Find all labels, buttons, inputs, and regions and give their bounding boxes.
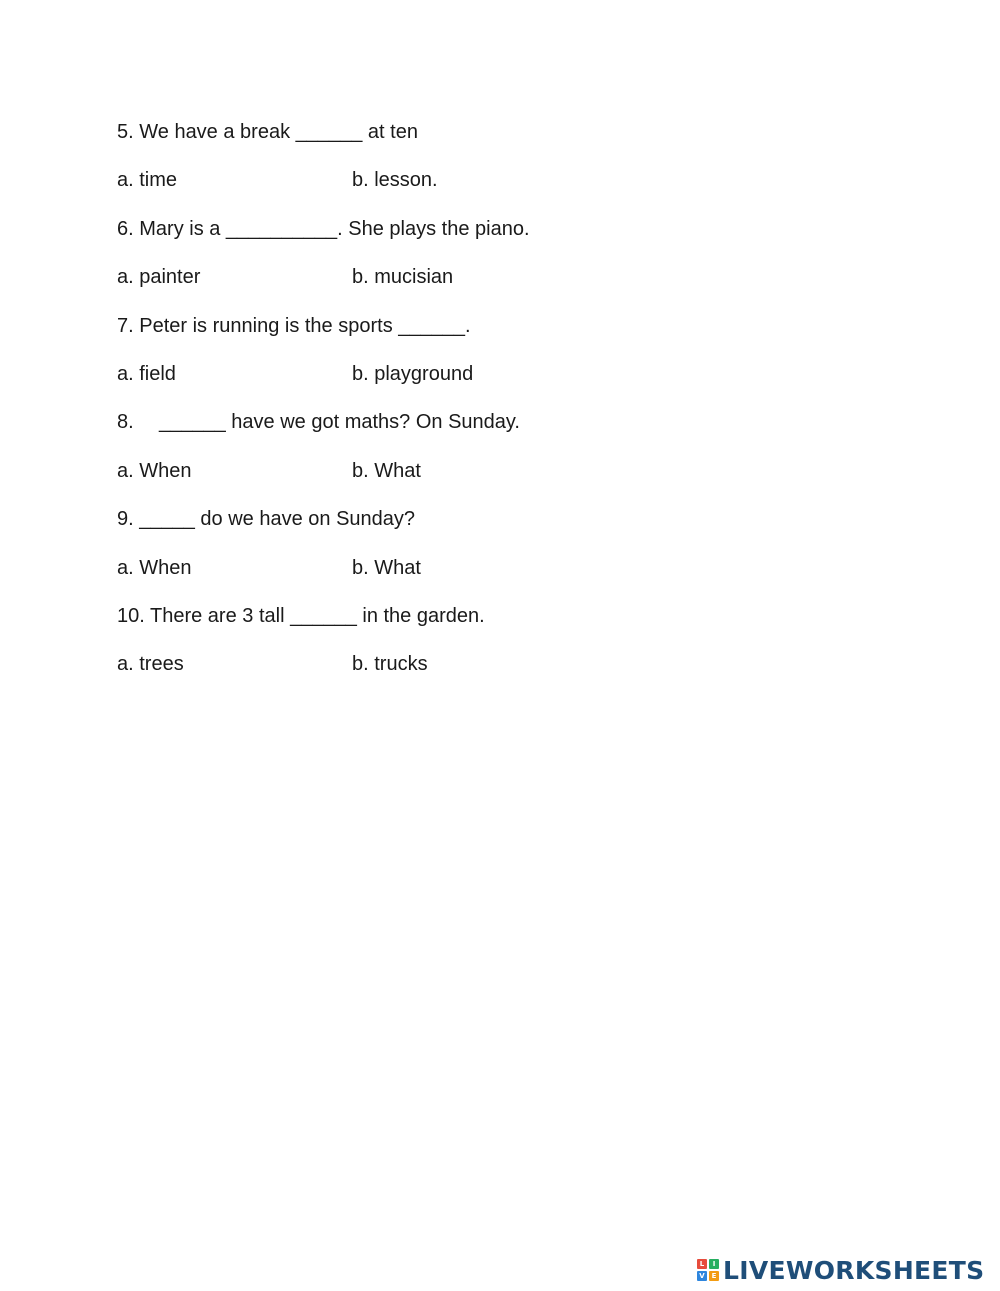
options-line: [117, 356, 817, 404]
option-b: b. mucisian: [352, 266, 454, 289]
option-a: a. When: [117, 459, 192, 482]
liveworksheets-logo-icon: [697, 1259, 719, 1281]
question-9: [117, 501, 817, 598]
question-text: Mary is a __________. She plays the piano.: [133, 217, 530, 240]
question-line: [117, 598, 817, 646]
option-b: b. What: [352, 459, 421, 482]
question-6: [117, 211, 817, 308]
question-number: 8.: [117, 411, 134, 434]
option-b: b. lesson.: [352, 169, 438, 192]
option-a: a. painter: [117, 266, 201, 289]
option-b: b. What: [352, 556, 421, 579]
question-8: [117, 404, 817, 501]
question-line: [117, 211, 817, 259]
option-a: a. trees: [117, 653, 184, 676]
options-line: [117, 162, 817, 210]
option-b: b. playground: [352, 362, 474, 385]
question-number: 9.: [117, 508, 134, 531]
options-line: [117, 550, 817, 598]
question-number: 7.: [117, 314, 134, 337]
option-a: a. When: [117, 556, 192, 579]
question-number: 6.: [117, 217, 134, 240]
question-text: We have a break ______ at ten: [133, 121, 418, 143]
options-line: [117, 259, 817, 307]
question-line: [117, 114, 817, 162]
question-line: [117, 404, 817, 452]
option-a: a. field: [117, 362, 176, 385]
logo-text: LIVEWORKSHEETS: [723, 1255, 985, 1285]
question-line: [117, 308, 817, 356]
question-number: 10.: [117, 604, 145, 627]
options-line: [117, 646, 817, 694]
question-line: [117, 501, 817, 549]
options-line: [117, 453, 817, 501]
question-text: ______ have we got maths? On Sunday.: [159, 411, 520, 434]
question-10: [117, 598, 817, 695]
logo-mark-v: V: [697, 1271, 707, 1281]
question-5: [117, 114, 817, 211]
option-b: b. trucks: [352, 653, 428, 676]
option-a: a. time: [117, 169, 178, 192]
question-number: 5.: [117, 121, 134, 143]
liveworksheets-logo: [697, 1255, 984, 1285]
worksheet: [117, 114, 817, 695]
question-7: [117, 308, 817, 405]
question-text: _____ do we have on Sunday?: [133, 508, 416, 531]
question-text: Peter is running is the sports ______.: [133, 314, 471, 337]
logo-mark-e: E: [709, 1271, 719, 1281]
logo-mark-i: I: [709, 1259, 719, 1269]
question-text: There are 3 tall ______ in the garden.: [144, 604, 485, 627]
logo-mark-l: L: [697, 1259, 707, 1269]
